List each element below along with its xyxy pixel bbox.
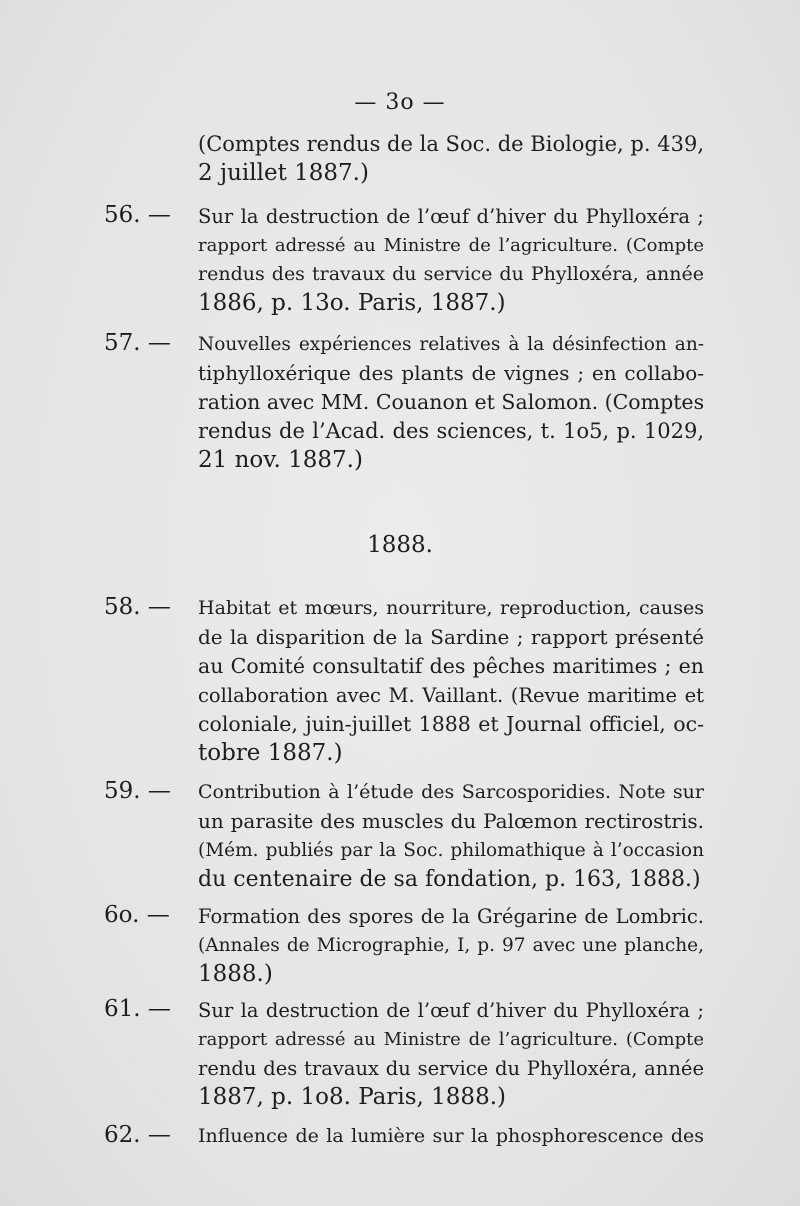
entry-number: 62. — xyxy=(104,1122,171,1148)
entry-line: Sur la destruction de l’œuf d’hiver du Phylloxéra ; xyxy=(198,205,704,228)
entry-number: 57. — xyxy=(104,330,171,356)
entry-line: tiphylloxérique des plants de vignes ; en collabo- xyxy=(198,361,704,385)
entry-line: 1886, p. 13o. Paris, 1887.) xyxy=(198,290,506,316)
entry-continuation xyxy=(198,130,704,188)
entry-line: 21 nov. 1887.) xyxy=(198,447,363,473)
entry-line: rapport adressé au Ministre de l’agriculture. (Compte xyxy=(198,1029,704,1050)
year-heading: 1888. xyxy=(367,532,433,558)
bibliography-entry xyxy=(198,594,704,768)
entry-line: Contribution à l’étude des Sarcosporidies. Note sur xyxy=(198,781,704,803)
page-number: — 3o — xyxy=(354,90,446,115)
entry-line: tobre 1887.) xyxy=(198,740,343,766)
entry-line: (Mém. publiés par la Soc. philomathique à l’occasion xyxy=(198,840,704,861)
entry-line: de la disparition de la Sardine ; rapport présenté xyxy=(198,625,704,649)
entry-line: Habitat et mœurs, nourriture, reproduction, causes xyxy=(198,597,704,619)
bibliography-entry xyxy=(198,996,704,1112)
bibliography-entry xyxy=(198,902,704,989)
bibliography-entry xyxy=(198,330,704,475)
entry-line: collaboration avec M. Vaillant. (Revue maritime et xyxy=(198,684,704,707)
entry-number: 6o. — xyxy=(104,902,170,928)
bibliography-entry xyxy=(198,778,704,894)
entry-line: (Comptes rendus de la Soc. de Biologie, p. 439, xyxy=(198,132,704,156)
entry-line: (Annales de Micrographie, I, p. 97 avec une planche, xyxy=(198,935,704,956)
entry-line: au Comité consultatif des pêches maritimes ; en xyxy=(198,654,704,678)
entry-line: rendu des travaux du service du Phylloxéra, année xyxy=(198,1057,704,1080)
entry-number: 59. — xyxy=(104,778,171,804)
entry-line: Formation des spores de la Grégarine de Lombric. xyxy=(198,905,704,928)
entry-line: 2 juillet 1887.) xyxy=(198,160,369,186)
entry-line: un parasite des muscles du Palœmon rectirostris. xyxy=(198,809,704,833)
entry-line: rendus de l’Acad. des sciences, t. 1o5, p. 1029, xyxy=(198,419,704,443)
entry-number: 61. — xyxy=(104,996,171,1022)
entry-number: 56. — xyxy=(104,202,171,228)
entry-line: Influence de la lumière sur la phosphorescence des xyxy=(198,1125,704,1147)
entry-line: coloniale, juin-juillet 1888 et Journal officiel, oc- xyxy=(198,712,704,736)
entry-line: rendus des travaux du service du Phylloxéra, année xyxy=(198,263,704,285)
bibliography-entry xyxy=(198,202,704,318)
entry-line: ration avec MM. Couanon et Salomon. (Comptes xyxy=(198,390,705,414)
entry-line: Nouvelles expériences relatives à la désinfection an- xyxy=(198,334,704,355)
entry-line: du centenaire de sa fondation, p. 163, 1888.) xyxy=(198,867,701,892)
bibliography-entry xyxy=(198,1122,704,1151)
entry-line: 1887, p. 1o8. Paris, 1888.) xyxy=(198,1084,506,1110)
entry-line: rapport adressé au Ministre de l’agriculture. (Compte xyxy=(198,235,704,256)
entry-line: 1888.) xyxy=(198,961,273,987)
entry-line: Sur la destruction de l’œuf d’hiver du Phylloxéra ; xyxy=(198,999,704,1022)
entry-number: 58. — xyxy=(104,594,171,620)
